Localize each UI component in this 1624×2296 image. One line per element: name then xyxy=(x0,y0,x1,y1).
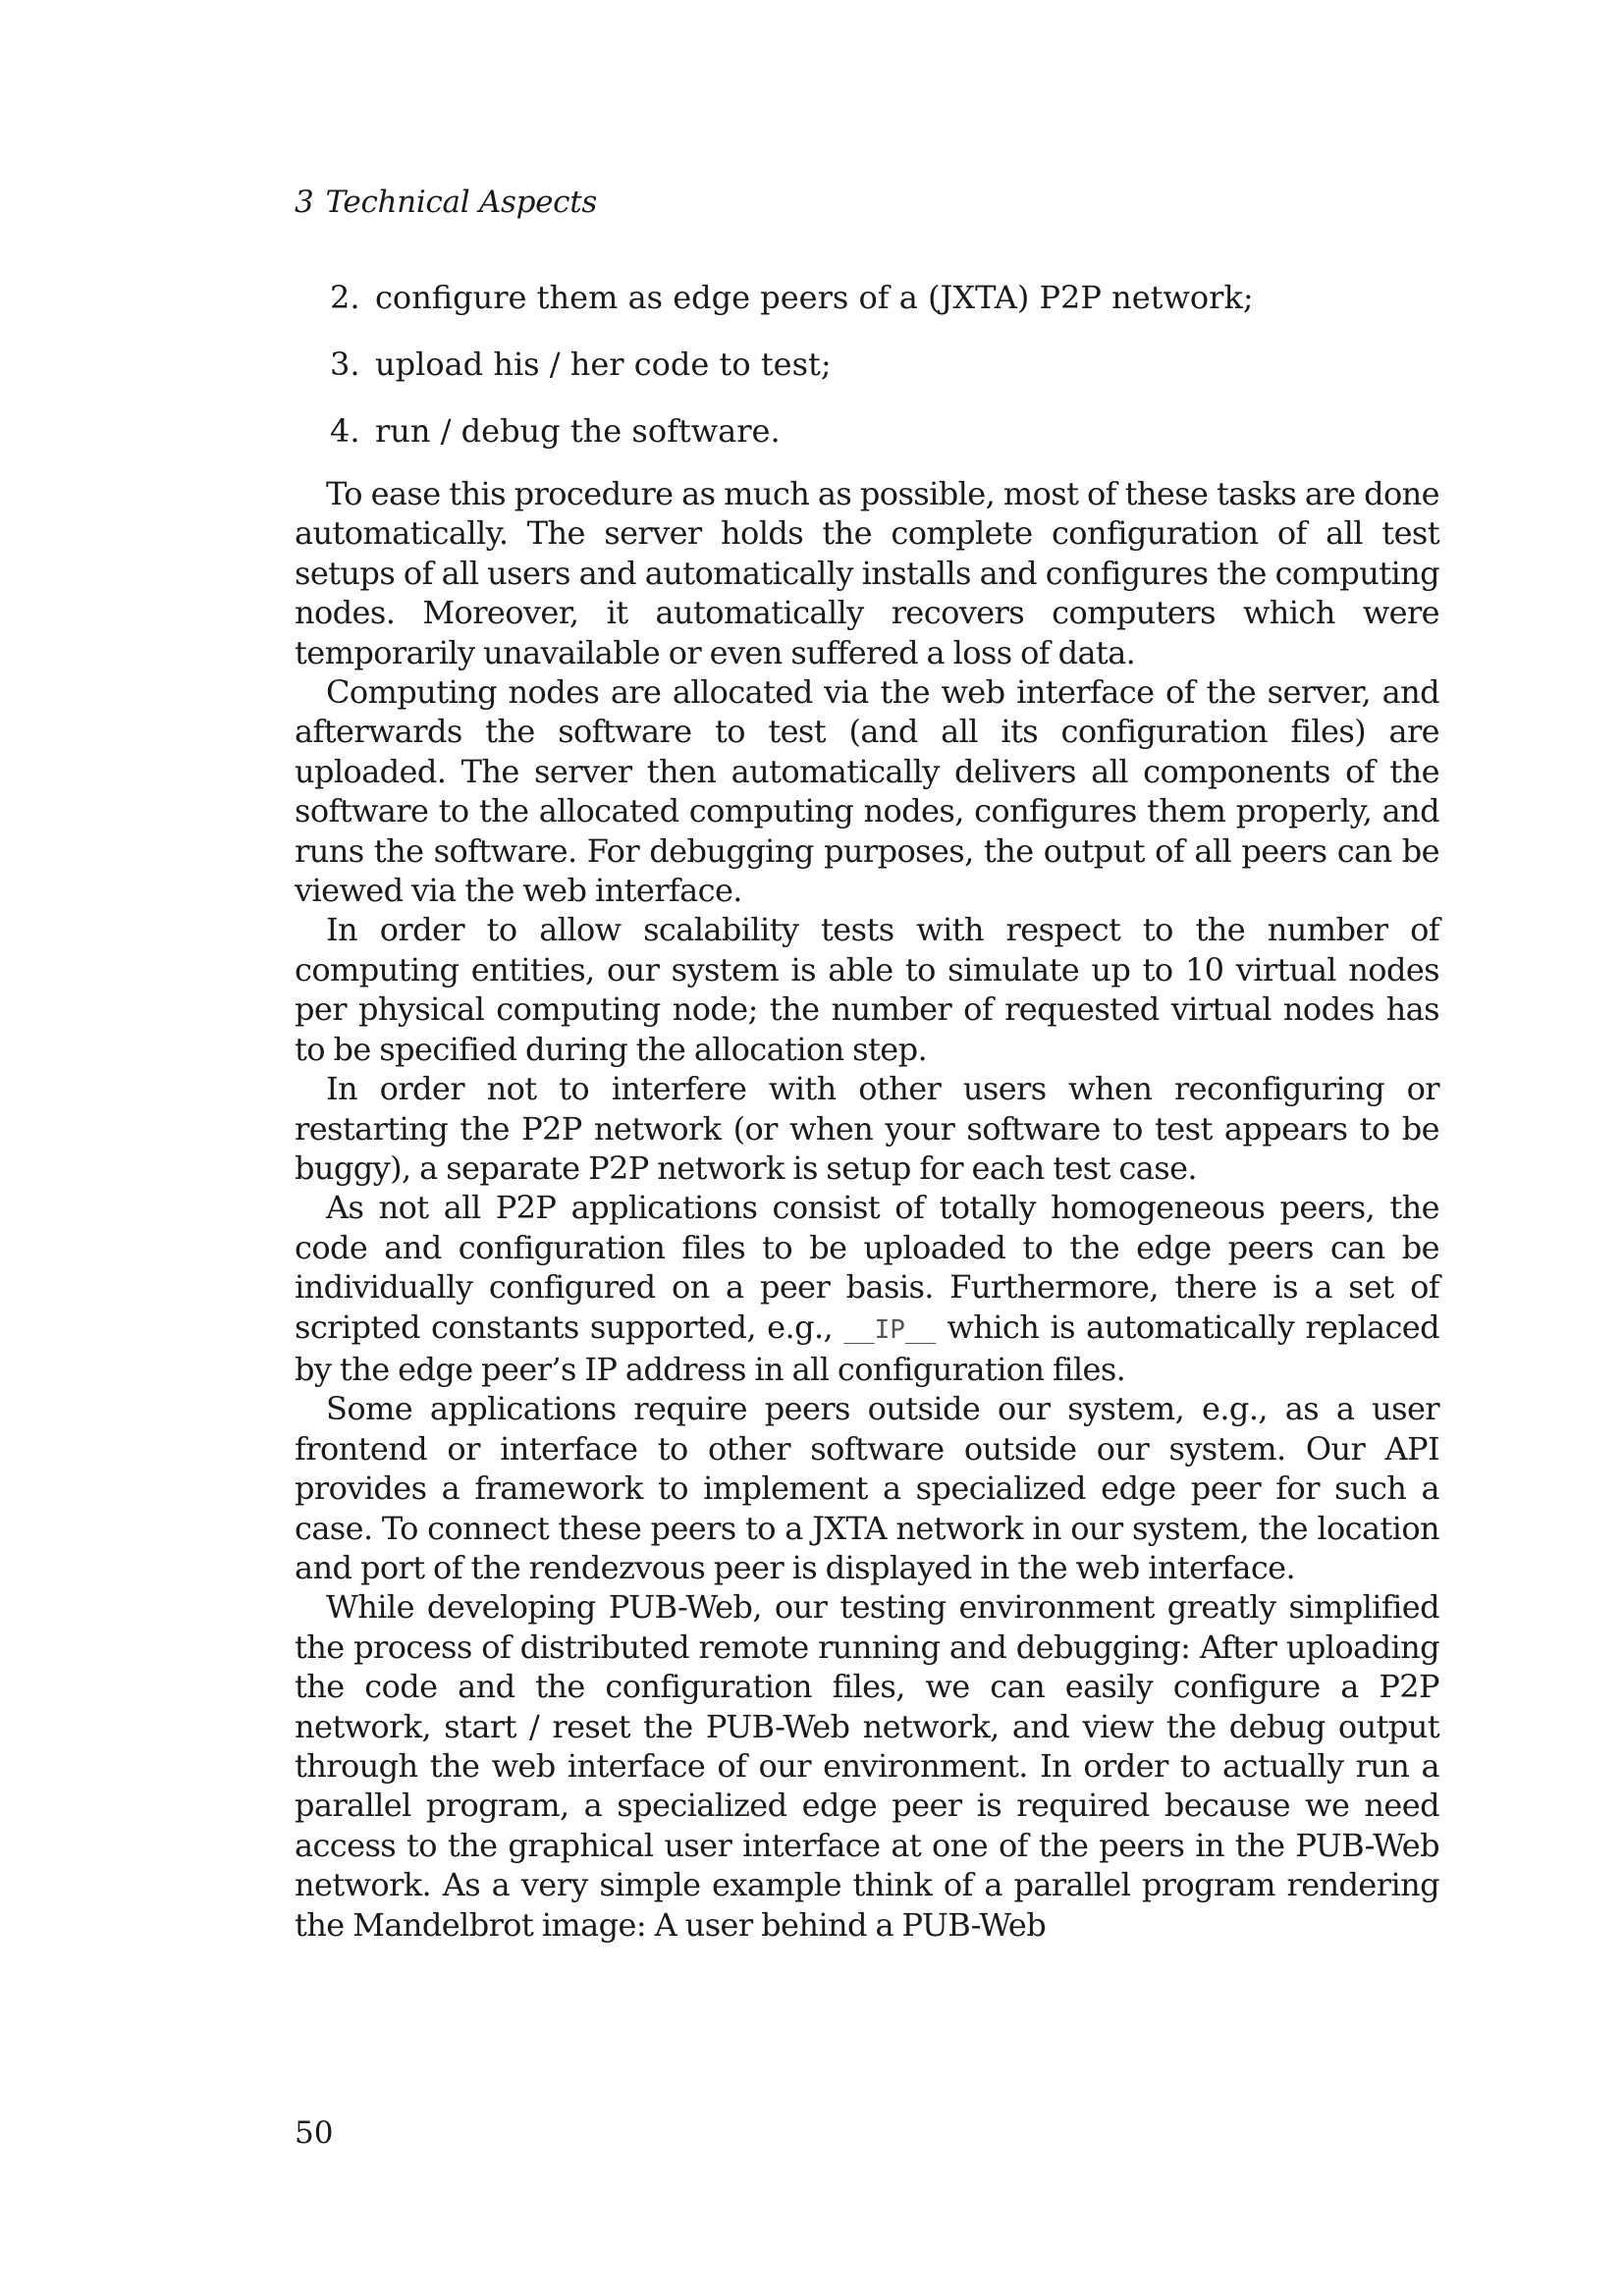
paragraph-allocation: Computing nodes are allocated via the web interface of the server, and afterwards the software to test (and all its configuration files) are uploaded. The server then automatically delivers all components of the software to the allocated computing nodes, configures them properly, and runs the software. For debugging purposes, the output of all peers can be viewed via the web interface. xyxy=(295,673,1439,910)
paragraph-configuration-text-a: As not all P2P applications consist of totally homogeneous peers, the code and configuration files to be uploaded to the edge peers can be individually configured on a peer basis. Furthermore, there is a set of scripted constants supported, e.g., xyxy=(295,1189,1439,1346)
paragraph-configuration xyxy=(295,1188,1439,1389)
list-item-text: upload his / her code to test; xyxy=(375,346,832,383)
list-marker: 2. xyxy=(330,279,360,316)
chapter-title: Technical Aspects xyxy=(325,185,597,220)
scripted-constant-code: __IP__ xyxy=(843,1314,937,1345)
paragraph-external-peers: Some applications require peers outside our system, e.g., as a user frontend or interface to other software outside our system. Our API provides a framework to implement a specialized edge peer for such a case. To connect these peers to a JXTA network in our system, the location and port of the rendezvous peer is displayed in the web interface. xyxy=(295,1390,1439,1586)
chapter-number: 3 xyxy=(295,185,314,220)
list-item xyxy=(295,411,1439,451)
list-item-text: run / debug the software. xyxy=(375,412,781,450)
list-item xyxy=(295,278,1439,317)
list-item xyxy=(295,345,1439,384)
paragraph-automation: To ease this procedure as much as possible, most of these tasks are done automatically. The server holds the complete configuration of all test setups of all users and automatically installs and configures the computing nodes. Moreover, it automatically recovers computers which were temporarily unavailable or even suffered a loss of data. xyxy=(295,475,1439,671)
paragraph-configuration-text-b: which is automatically replaced by the edge peer’s IP address in all configuration files. xyxy=(295,1308,1439,1388)
paragraph-scalability: In order to allow scalability tests with respect to the number of computing entities, our system is able to simulate up to 10 virtual nodes per physical computing node; the number of requested virtual nodes has to be specified during the allocation step. xyxy=(295,911,1439,1068)
list-marker: 3. xyxy=(330,346,360,383)
document-page xyxy=(295,0,1439,2296)
body-text xyxy=(295,474,1439,1945)
numbered-list xyxy=(295,278,1439,478)
list-item-text: configure them as edge peers of a (JXTA) P2P network; xyxy=(375,279,1254,316)
running-head xyxy=(295,185,597,220)
list-marker: 4. xyxy=(330,412,360,450)
page-number: 50 xyxy=(295,2115,334,2151)
paragraph-separate-network: In order not to interfere with other users when reconfiguring or restarting the P2P network (or when your software to test appears to be buggy), a separate P2P network is setup for each test case. xyxy=(295,1070,1439,1187)
paragraph-pub-web: While developing PUB-Web, our testing environment greatly simplified the process of distributed remote running and debugging: After uploading the code and the configuration files, we can easily configure a P2P network, start / reset the PUB-Web network, and view the debug output through the web interface of our environment. In order to actually run a parallel program, a specialized edge peer is required because we need access to the graphical user interface at one of the peers in the PUB-Web network. As a very simple example think of a parallel program rendering the Mandelbrot image: A user behind a PUB-Web xyxy=(295,1588,1439,1944)
